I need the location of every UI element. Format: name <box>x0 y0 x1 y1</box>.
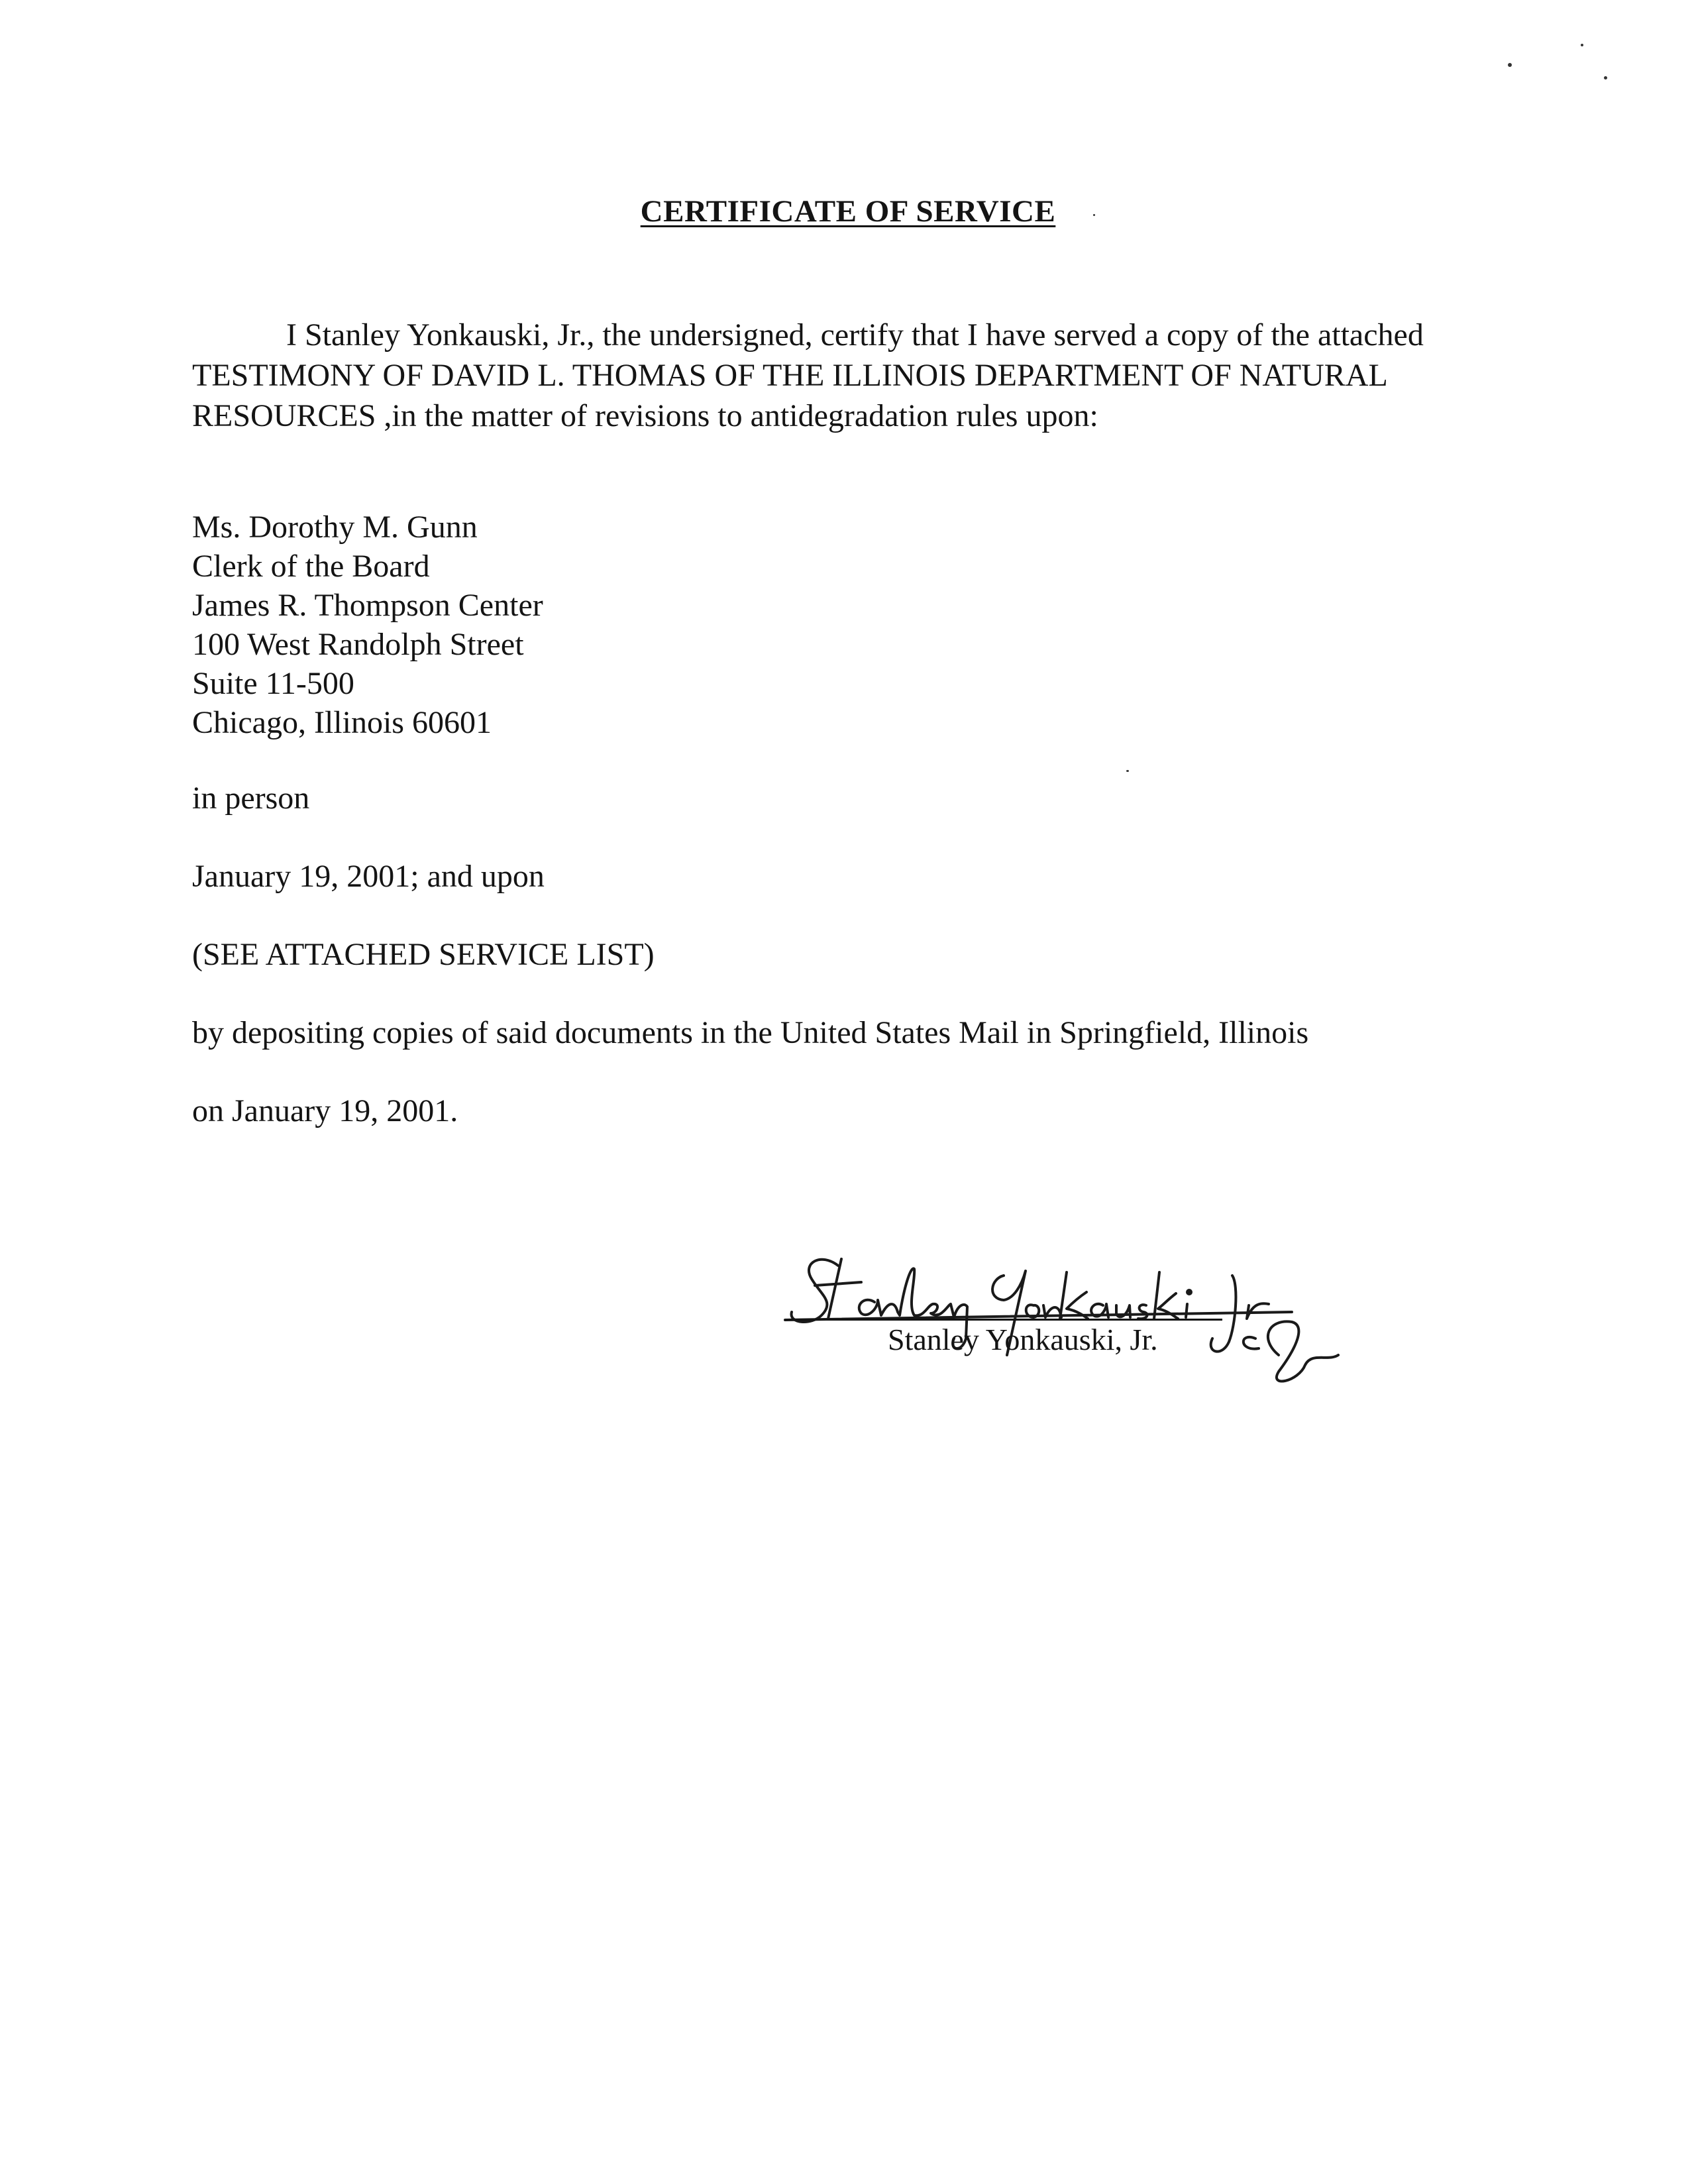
date-line: January 19, 2001; and upon <box>192 859 545 894</box>
delivery-method: in person <box>192 781 310 816</box>
address-line-street: 100 West Randolph Street <box>192 627 524 662</box>
scan-speck <box>1581 44 1583 46</box>
recipient-address <box>192 508 543 742</box>
mail-date: on January 19, 2001. <box>192 1093 458 1128</box>
address-line-title: Clerk of the Board <box>192 549 430 584</box>
scan-speck <box>1093 214 1095 216</box>
signatory-name: Stanley Yonkauski, Jr. <box>888 1323 1158 1356</box>
body-line-3: RESOURCES ,in the matter of revisions to antidegradation rules upon: <box>192 398 1098 433</box>
certification-paragraph <box>192 315 1517 436</box>
mail-line: by depositing copies of said documents in the United States Mail in Springfield, Illinois <box>192 1015 1309 1050</box>
scan-speck <box>1604 76 1607 80</box>
scan-speck <box>1126 770 1129 772</box>
signature-line <box>785 1319 1222 1321</box>
scan-speck <box>1508 63 1512 67</box>
document-title: CERTIFICATE OF SERVICE <box>640 194 1056 229</box>
service-list-note: (SEE ATTACHED SERVICE LIST) <box>192 937 655 972</box>
body-line-2: TESTIMONY OF DAVID L. THOMAS OF THE ILLINOIS DEPARTMENT OF NATURAL <box>192 358 1388 393</box>
address-line-building: James R. Thompson Center <box>192 588 543 623</box>
handwritten-signature <box>775 1239 1358 1392</box>
address-line-name: Ms. Dorothy M. Gunn <box>192 510 478 545</box>
address-line-suite: Suite 11-500 <box>192 666 354 701</box>
address-line-city: Chicago, Illinois 60601 <box>192 705 492 740</box>
body-line-1: I Stanley Yonkauski, Jr., the undersigned, certify that I have served a copy of the attached <box>286 317 1424 353</box>
